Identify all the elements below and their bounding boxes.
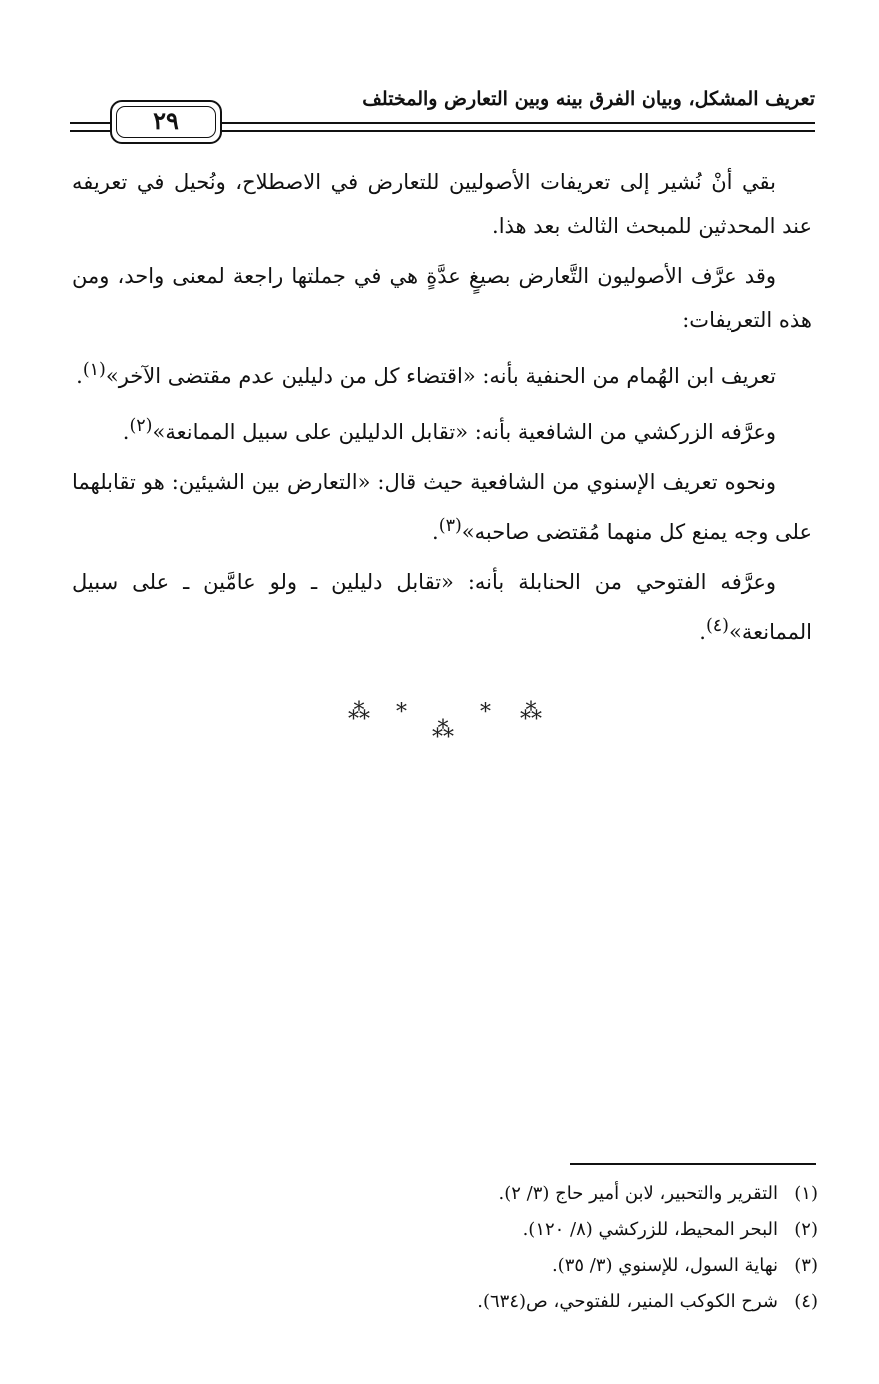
- paragraph-text: تعريف ابن الهُمام من الحنفية بأنه: «اقتضاء كل من دليلين عدم مقتضى الآخر»: [105, 364, 776, 388]
- footnote-number: (٣): [794, 1255, 818, 1276]
- paragraph-text: وعرَّفه الزركشي من الشافعية بأنه: «تقابل الدليلين على سبيل الممانعة»: [152, 420, 776, 444]
- paragraph-text: ونحوه تعريف الإسنوي من الشافعية حيث قال: «التعارض بين الشيئين: هو تقابلهما على وجه يمنع كل منهما مُقتضى صاحبه»: [72, 470, 812, 544]
- footnote-number: (٤): [794, 1291, 818, 1312]
- footnote: [300, 1248, 818, 1284]
- chapter-title: تعريف المشكل، وبيان الفرق بينه وبين التعارض والمختلف: [362, 88, 815, 110]
- section-separator: [340, 700, 540, 748]
- footnote-number: (٢): [794, 1219, 818, 1240]
- paragraph: [72, 254, 812, 342]
- paragraph: [72, 404, 812, 454]
- page-number-frame: [110, 100, 222, 144]
- paragraph: [72, 160, 812, 248]
- footnote: [300, 1284, 818, 1320]
- footnote-ref[interactable]: (١): [82, 360, 106, 380]
- footnotes: [300, 1176, 818, 1320]
- period: .: [432, 520, 439, 544]
- footnote-ref[interactable]: (٣): [438, 516, 462, 536]
- footnote-text: نهاية السول، للإسنوي (٣/ ٣٥).: [551, 1255, 778, 1276]
- paragraph: [72, 560, 812, 654]
- footnote: [300, 1176, 818, 1212]
- asterism-icon: ⁂: [432, 718, 454, 743]
- main-text: [72, 160, 812, 660]
- running-header: [70, 84, 815, 148]
- paragraph-text: وقد عرَّف الأصوليون التَّعارض بصيغٍ عدَّةٍ هي في جملتها راجعة لمعنى واحد، ومن هذه التعريفات:: [72, 264, 812, 332]
- paragraph-text: بقي أنْ نُشير إلى تعريفات الأصوليين للتعارض في الاصطلاح، ونُحيل في تعريفه عند المحدثين للمبحث الثالث بعد هذا.: [72, 170, 812, 238]
- asterisk-icon: *: [480, 700, 491, 725]
- paragraph-text: وعرَّفه الفتوحي من الحنابلة بأنه: «تقابل دليلين ـ ولو عامَّين ـ على سبيل الممانعة»: [72, 570, 812, 644]
- footnote-ref[interactable]: (٤): [705, 616, 729, 636]
- footnote-number: (١): [794, 1183, 818, 1204]
- page-number: ٢٩: [153, 106, 179, 135]
- paragraph: [72, 460, 812, 554]
- asterisk-icon: *: [396, 700, 407, 725]
- period: .: [122, 420, 130, 444]
- asterism-icon: ⁂: [520, 700, 542, 725]
- footnote-text: التقرير والتحبير، لابن أمير حاج (٣/ ٢).: [498, 1183, 778, 1204]
- footnote-text: شرح الكوكب المنير، للفتوحي، ص(٦٣٤).: [477, 1291, 778, 1312]
- footnote-text: البحر المحيط، للزركشي (٨/ ١٢٠).: [522, 1219, 778, 1240]
- period: .: [76, 364, 83, 388]
- paragraph: [72, 348, 812, 398]
- footnote-divider: [570, 1163, 816, 1165]
- period: .: [699, 620, 706, 644]
- footnote-ref[interactable]: (٢): [129, 416, 153, 436]
- asterism-icon: ⁂: [348, 700, 370, 725]
- footnote: [300, 1212, 818, 1248]
